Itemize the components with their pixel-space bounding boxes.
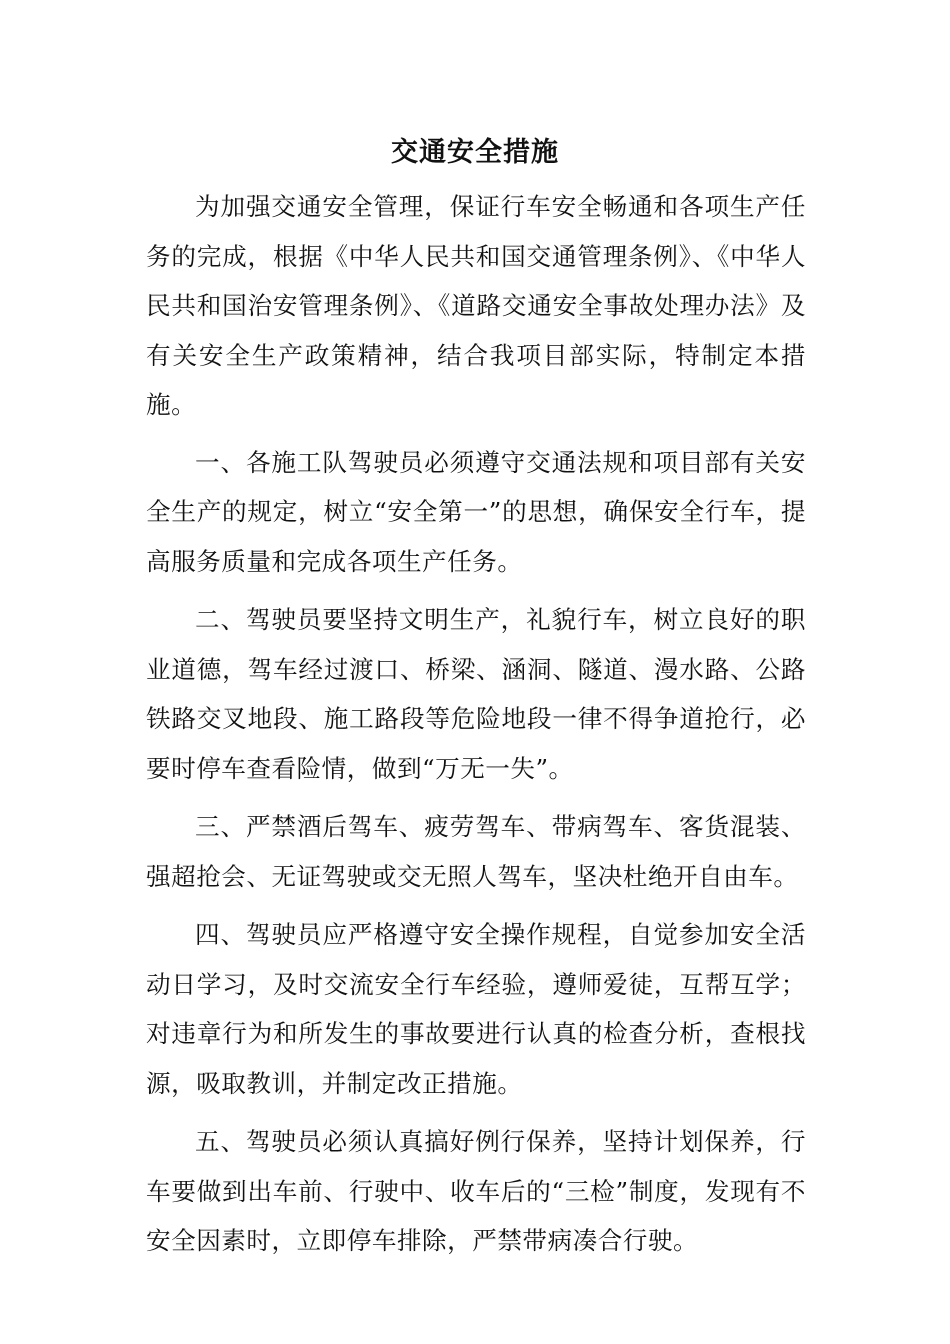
paragraph-item-1: 一、各施工队驾驶员必须遵守交通法规和项目部有关安全生产的规定，树立“安全第一”的思想，确保安全行车，提高服务质量和完成各项生产任务。 xyxy=(146,447,806,576)
document-body xyxy=(146,182,806,1266)
paragraph-intro: 为加强交通安全管理，保证行车安全畅通和各项生产任务的完成，根据《中华人民共和国交通管理条例》、《中华人民共和国治安管理条例》、《道路交通安全事故处理办法》及有关安全生产政策精神，结合我项目部实际，特制定本措施。 xyxy=(146,192,806,419)
paragraph-item-2: 二、驾驶员要坚持文明生产，礼貌行车，树立良好的职业道德，驾车经过渡口、桥梁、涵洞、隧道、漫水路、公路铁路交叉地段、施工路段等危险地段一律不得争道抢行，必要时停车查看险情，做到“万无一失”。 xyxy=(146,605,806,783)
paragraph-item-5: 五、驾驶员必须认真搞好例行保养，坚持计划保养，行车要做到出车前、行驶中、收车后的“三检”制度，发现有不安全因素时，立即停车排除，严禁带病凑合行驶。 xyxy=(146,1127,806,1255)
paragraph-item-4: 四、驾驶员应严格遵守安全操作规程，自觉参加安全活动日学习，及时交流安全行车经验，遵师爱徒，互帮互学；对违章行为和所发生的事故要进行认真的检查分析，查根找源，吸取教训，并制定改正措施。 xyxy=(146,920,806,1098)
paragraph-item-3: 三、严禁酒后驾车、疲劳驾车、带病驾车、客货混装、强超抢会、无证驾驶或交无照人驾车，坚决杜绝开自由车。 xyxy=(146,812,806,891)
document-title: 交通安全措施 xyxy=(391,137,559,168)
